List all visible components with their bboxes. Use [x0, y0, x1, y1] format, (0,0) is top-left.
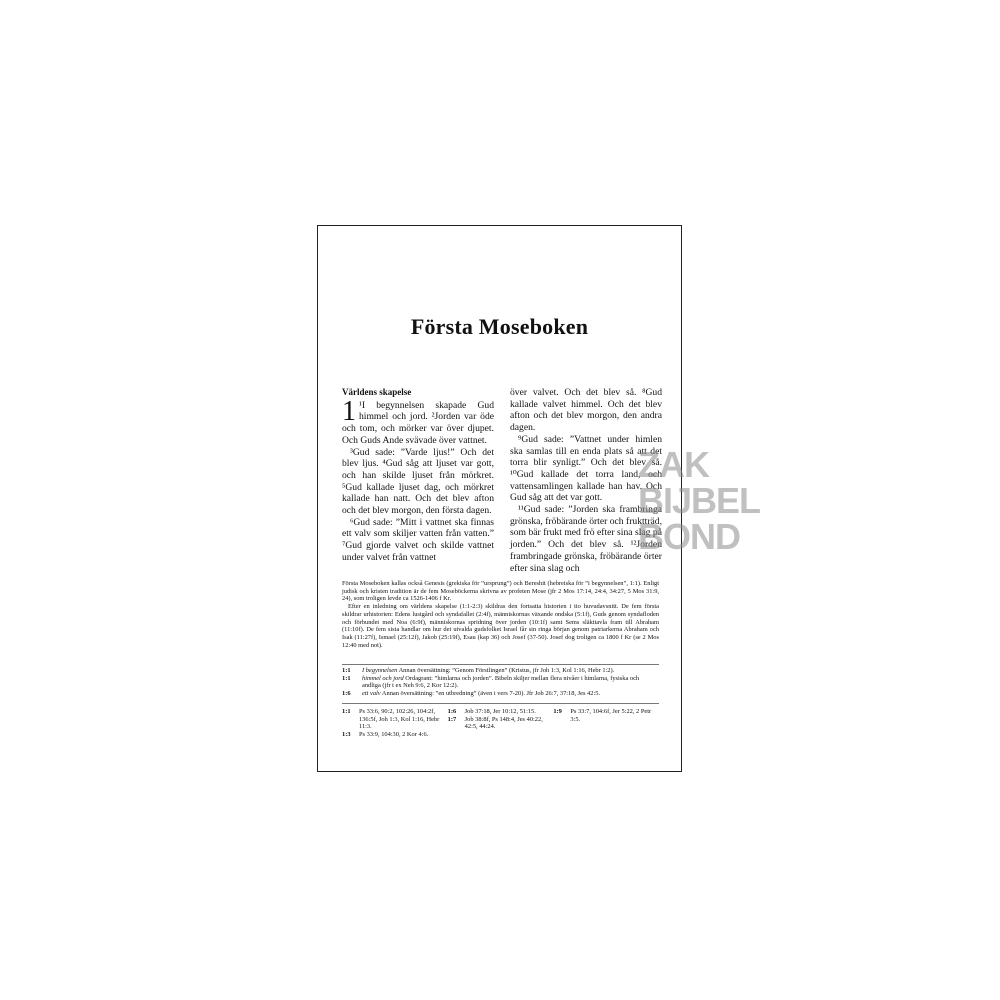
cross-ref [342, 731, 448, 739]
verse-paragraph: ⁹Gud sade: ”Vattnet under himlen ska samlas till en enda plats så att det torra blir synligt.” Och det blev så. ¹⁰Gud kallade det torra land, och vattensamlingen kallade han hav. Och Gud såg att det var gott. [510, 433, 662, 504]
footnote-text: Annan översättning: ”en utbredning” (även i vers 7-20). Jfr Job 26:7, 37:18, Jes 42:5. [381, 690, 601, 698]
footnote-ref: 1:1 [342, 674, 351, 682]
verse-paragraph: ¹¹Gud sade: ”Jorden ska frambringa grönska, fröbärande örter och fruktträd, som bär frukt med frö efter sina slag på jorden.” Och det blev så. ¹²Jorden frambringade grönska, fröbärande örter efter sina slag och [510, 504, 662, 574]
footnote [342, 667, 659, 675]
footnote-text: Annan översättning: ”Genom Förstlingen” (Kristus, jfr Joh 1:3, Kol 1:16, Hebr 1:2). [398, 667, 615, 674]
text-column-left [342, 387, 494, 564]
footnote-term: himmel och jord [362, 674, 404, 682]
cross-ref-verse: 1:3 [342, 731, 351, 739]
cross-references [342, 708, 659, 739]
bible-page [317, 225, 682, 772]
cross-ref-verse: 1:9 [553, 708, 562, 715]
cross-ref-text: Job 38:8f, Ps 148:4, Jes 40:22, 42:5, 44:24. [464, 715, 543, 731]
footnote-term: I begynnelsen [362, 667, 398, 674]
cross-ref-text: Ps 33:7, 104:6f, Jer 5:22, 2 Petr 3:5. [570, 708, 652, 723]
verse-text: ¹I begynnelsen skapade Gud himmel och jord. ²Jorden var öde och tom, och mörker var över djupet. Och Guds Ande svävade över vattnet. [342, 399, 494, 446]
cross-ref-text: Job 37:18, Jer 10:12, 51:15. [464, 708, 536, 715]
footnote-term: ett valv [362, 690, 381, 698]
cross-ref-verse: 1:7 [447, 715, 457, 723]
footnote [342, 690, 659, 698]
cross-ref [342, 708, 448, 731]
footnote-ref: 1:1 [342, 667, 351, 674]
footnote-divider [342, 664, 659, 665]
footnote [342, 675, 659, 690]
verse-paragraph: ³Gud sade: ”Varde ljus!” Och det blev ljus. ⁴Gud såg att ljuset var gott, och han skilde ljuset från mörkret. ⁵Gud kallade ljuset dag, och mörkret kallade han natt. Och det blev afton och det blev morgon, den första dagen. [342, 446, 494, 517]
cross-ref-verse: 1:1 [342, 708, 351, 715]
verse-paragraph [342, 395, 494, 447]
footnote-ref: 1:6 [342, 690, 351, 698]
book-title: Första Moseboken [410, 314, 589, 339]
cross-ref-verse: 1:6 [447, 708, 457, 715]
cross-ref-text: Ps 33:9, 104:30, 2 Kor 4:6. [359, 731, 429, 739]
cross-ref [448, 716, 554, 731]
cross-ref [553, 708, 659, 723]
section-heading: Världens skapelse [342, 387, 412, 397]
watermark-logo: ZAK BIJBEL BOND [638, 444, 761, 557]
intro-note: Efter en inledning om världens skapelse (1:1-2:3) skildras den fortsatta historien i tio huvudavsnitt. De fem första skildrar urhistorien: Edens lustgård och syndafallet (2:4f), människornas växande ondska (5:1f), Guds genom syndafloden och förbundet med Noa (6:9f), människornas spridning över jorden (10:1f) samt Sems släkttavla fram till Abraham (11:10f). De fem sista handlar om hur det utvalda gudsfolket Israel får sin ringa början genom patriarkerna Abraham och Isak (11:27f), Ismael (25:12f), Jakob (25:19f), Esau (kap 36) och Josef (37-50). Josef dog troligen ca 1800 f Kr (se 2 Mos 12:40 med not). [342, 603, 659, 649]
footnote-text: Ordagrant: ”himlarna och jorden”. Bibeln skiljer mellan flera nivåer i himlarna, fysiska och andliga (jfr t ex Neh 9:6, 2 Kor 12:2). [362, 674, 640, 690]
cross-ref-column [342, 708, 448, 739]
chapter-number: 1 [342, 395, 356, 427]
cross-ref-text: Ps 33:6, 90:2, 102:26, 104:2f, 136:5f, Joh 1:3, Kol 1:16, Hebr 11:3. [359, 708, 440, 731]
footnotes [342, 667, 659, 698]
intro-notes [342, 580, 659, 649]
cross-ref [448, 708, 554, 716]
verse-paragraph: över valvet. Och det blev så. ⁸Gud kallade valvet himmel. Och det blev afton och det blev morgon, den andra dagen. [510, 387, 662, 434]
cross-ref-column [448, 708, 554, 739]
intro-note: Första Moseboken kallas också Genesis (grekiska för ”ursprung”) och Bereshit (hebreiska för ”i begynnelsen”, 1:1). Enligt judisk och kristen tradition är de fem Moseböckerna skrivna av profeten Mose (jfr 2 Mos 17:14, 24:4, 34:27, 5 Mos 31:9, 24), som troligen levde ca 1526-1406 f Kr. [342, 580, 659, 603]
verse-paragraph: ⁶Gud sade: ”Mitt i vattnet ska finnas ett valv som skiljer vatten från vatten.” ⁷Gud gjorde valvet och skilde vattnet under valvet från vattnet [342, 516, 494, 563]
cross-ref-column [553, 708, 659, 739]
cross-ref-divider [342, 703, 659, 704]
